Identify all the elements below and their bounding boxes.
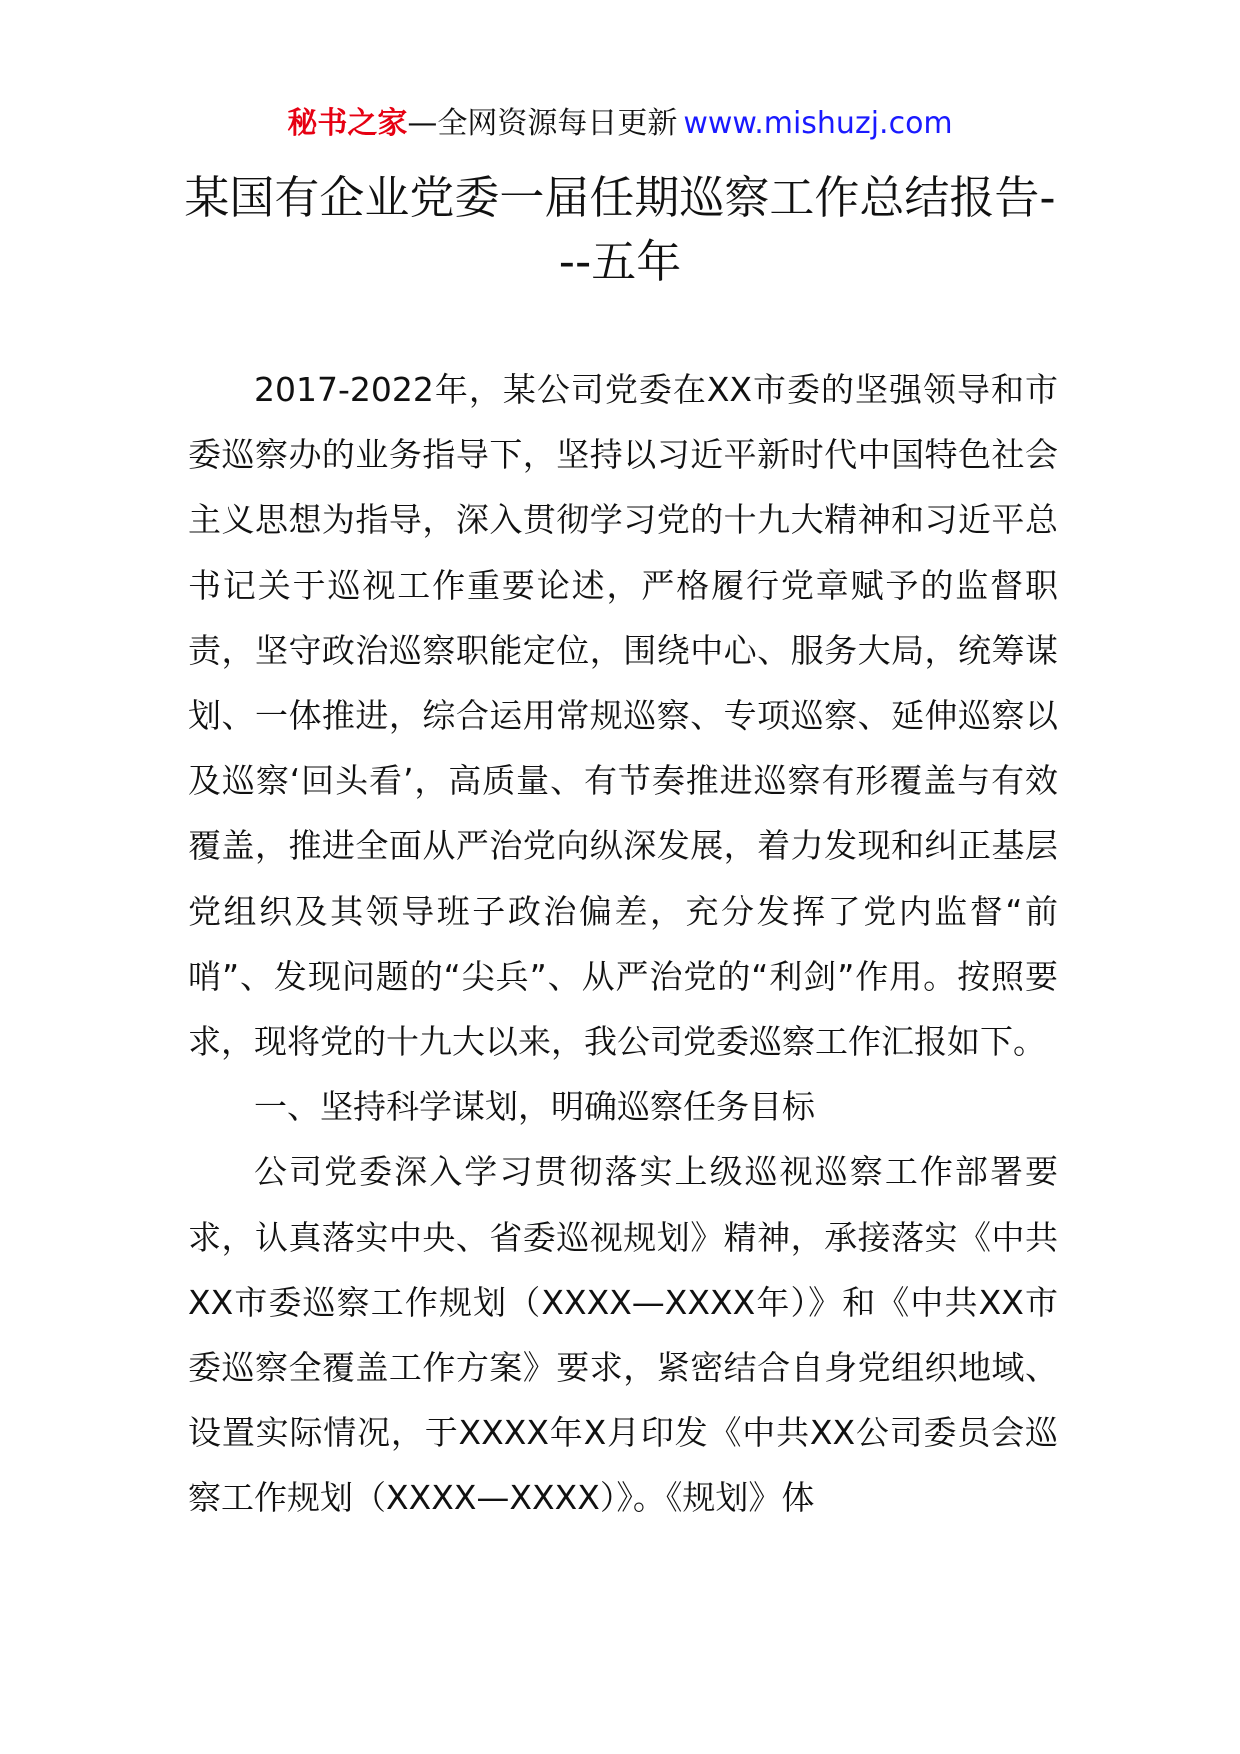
site-brand: 秘书之家	[287, 106, 408, 141]
site-url-link[interactable]: www.mishuzj.com	[683, 106, 953, 141]
intro-paragraph: 2017-2022年，某公司党委在XX市委的坚强领导和市委巡察办的业务指导下，坚持以习近平新时代中国特色社会主义思想为指导，深入贯彻学习党的十九大精神和习近平总书记关于巡视工作重要论述，严格履行党章赋予的监督职责，坚守政治巡察职能定位，围绕中心、服务大局，统筹谋划、一体推进，综合运用常规巡察、专项巡察、延伸巡察以及巡察‘回头看’，高质量、有节奏推进巡察有形覆盖与有效覆盖，推进全面从严治党向纵深发展，着力发现和纠正基层党组织及其领导班子政治偏差，充分发挥了党内监督“前哨”、发现问题的“尖兵”、从严治党的“利剑”作用。按照要求，现将党的十九大以来，我公司党委巡察工作汇报如下。	[188, 370, 1058, 1062]
body-paragraph: 公司党委深入学习贯彻落实上级巡视巡察工作部署要求，认真落实中央、省委巡视规划》精神，承接落实《中共XX市委巡察工作规划（XXXX—XXXX年）》和《中共XX市委巡察全覆盖工作方案》要求，紧密结合自身党组织地域、设置实际情况，于XXXX年X月印发《中共XX公司委员会巡察工作规划（XXXX—XXXX）》。《规划》体	[188, 1152, 1058, 1518]
site-tagline: —全网资源每日更新	[407, 106, 678, 141]
document-body	[188, 357, 1058, 1531]
site-header	[0, 104, 1240, 144]
document-title: 某国有企业党委一届任期巡察工作总结报告---五年	[184, 171, 1056, 288]
section-heading: 一、坚持科学谋划，明确巡察任务目标	[254, 1087, 815, 1127]
